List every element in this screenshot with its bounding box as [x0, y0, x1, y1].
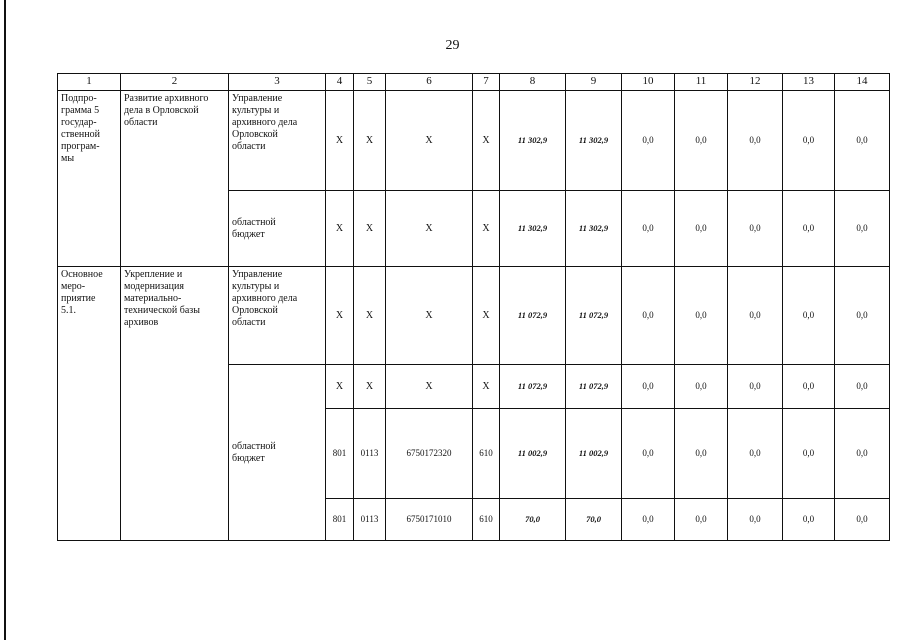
- amount-cell: 0,0: [675, 191, 728, 267]
- executor-cell: Управление культуры и архивного дела Орловской области: [229, 267, 326, 365]
- amount-cell: 0,0: [783, 499, 835, 541]
- vr-cell: X: [473, 267, 500, 365]
- header-cell: 2: [121, 74, 229, 91]
- table-row: [58, 267, 890, 365]
- amount-cell: 0,0: [675, 365, 728, 409]
- amount-cell: 0,0: [783, 267, 835, 365]
- amount-cell: 11 072,9: [500, 365, 566, 409]
- vr-cell: X: [473, 365, 500, 409]
- grbs-cell: X: [326, 267, 354, 365]
- amount-cell: 0,0: [835, 191, 890, 267]
- activity-name-cell: Основное меро- приятие 5.1.: [58, 267, 121, 541]
- vr-cell: 610: [473, 409, 500, 499]
- amount-cell: 0,0: [622, 191, 675, 267]
- amount-cell: 11 072,9: [500, 267, 566, 365]
- amount-cell: 0,0: [783, 409, 835, 499]
- amount-cell: 0,0: [622, 267, 675, 365]
- amount-cell: 70,0: [500, 499, 566, 541]
- rzpr-cell: X: [354, 267, 386, 365]
- header-cell: 3: [229, 74, 326, 91]
- header-cell: 10: [622, 74, 675, 91]
- header-cell: 6: [386, 74, 473, 91]
- header-cell: 7: [473, 74, 500, 91]
- amount-cell: 0,0: [835, 499, 890, 541]
- amount-cell: 0,0: [835, 267, 890, 365]
- subprogram-name-cell: Подпро- грамма 5 государ- ственной програм- мы: [58, 91, 121, 267]
- grbs-cell: 801: [326, 499, 354, 541]
- header-cell: 1: [58, 74, 121, 91]
- grbs-cell: X: [326, 191, 354, 267]
- header-row: [58, 74, 890, 91]
- header-cell: 14: [835, 74, 890, 91]
- amount-cell: 11 072,9: [566, 365, 622, 409]
- amount-cell: 0,0: [728, 499, 783, 541]
- grbs-cell: X: [326, 91, 354, 191]
- amount-cell: 0,0: [675, 409, 728, 499]
- funding-source-cell: областной бюджет: [229, 191, 326, 267]
- amount-cell: 0,0: [675, 499, 728, 541]
- amount-cell: 0,0: [835, 409, 890, 499]
- amount-cell: 0,0: [783, 191, 835, 267]
- executor-cell: Управление культуры и архивного дела Орловской области: [229, 91, 326, 191]
- header-cell: 11: [675, 74, 728, 91]
- amount-cell: 0,0: [728, 365, 783, 409]
- amount-cell: 11 002,9: [500, 409, 566, 499]
- csr-cell: X: [386, 91, 473, 191]
- header-cell: 13: [783, 74, 835, 91]
- amount-cell: 0,0: [622, 365, 675, 409]
- amount-cell: 11 302,9: [500, 191, 566, 267]
- amount-cell: 0,0: [728, 91, 783, 191]
- csr-cell: X: [386, 267, 473, 365]
- vr-cell: 610: [473, 499, 500, 541]
- amount-cell: 11 002,9: [566, 409, 622, 499]
- amount-cell: 70,0: [566, 499, 622, 541]
- header-cell: 9: [566, 74, 622, 91]
- table-row: [58, 91, 890, 191]
- amount-cell: 0,0: [728, 409, 783, 499]
- rzpr-cell: X: [354, 191, 386, 267]
- csr-cell: X: [386, 191, 473, 267]
- grbs-cell: X: [326, 365, 354, 409]
- amount-cell: 0,0: [728, 267, 783, 365]
- header-cell: 5: [354, 74, 386, 91]
- vr-cell: X: [473, 191, 500, 267]
- amount-cell: 0,0: [622, 499, 675, 541]
- amount-cell: 11 072,9: [566, 267, 622, 365]
- amount-cell: 0,0: [783, 91, 835, 191]
- page-number: 29: [445, 38, 460, 53]
- amount-cell: 11 302,9: [566, 191, 622, 267]
- csr-cell: X: [386, 365, 473, 409]
- amount-cell: 0,0: [675, 91, 728, 191]
- amount-cell: 0,0: [622, 409, 675, 499]
- rzpr-cell: X: [354, 91, 386, 191]
- rzpr-cell: 0113: [354, 499, 386, 541]
- header-cell: 4: [326, 74, 354, 91]
- amount-cell: 0,0: [835, 365, 890, 409]
- binding-edge-line: [4, 0, 6, 640]
- vr-cell: X: [473, 91, 500, 191]
- activity-title-cell: Укрепление и модернизация материально- технической базы архивов: [121, 267, 229, 541]
- amount-cell: 11 302,9: [566, 91, 622, 191]
- amount-cell: 0,0: [728, 191, 783, 267]
- funding-source-cell: областной бюджет: [229, 365, 326, 541]
- rzpr-cell: X: [354, 365, 386, 409]
- amount-cell: 0,0: [835, 91, 890, 191]
- amount-cell: 0,0: [622, 91, 675, 191]
- subprogram-title-cell: Развитие архивного дела в Орловской области: [121, 91, 229, 267]
- amount-cell: 11 302,9: [500, 91, 566, 191]
- amount-cell: 0,0: [675, 267, 728, 365]
- csr-cell: 6750171010: [386, 499, 473, 541]
- amount-cell: 0,0: [783, 365, 835, 409]
- grbs-cell: 801: [326, 409, 354, 499]
- header-cell: 12: [728, 74, 783, 91]
- header-cell: 8: [500, 74, 566, 91]
- csr-cell: 6750172320: [386, 409, 473, 499]
- budget-table: [57, 73, 890, 541]
- rzpr-cell: 0113: [354, 409, 386, 499]
